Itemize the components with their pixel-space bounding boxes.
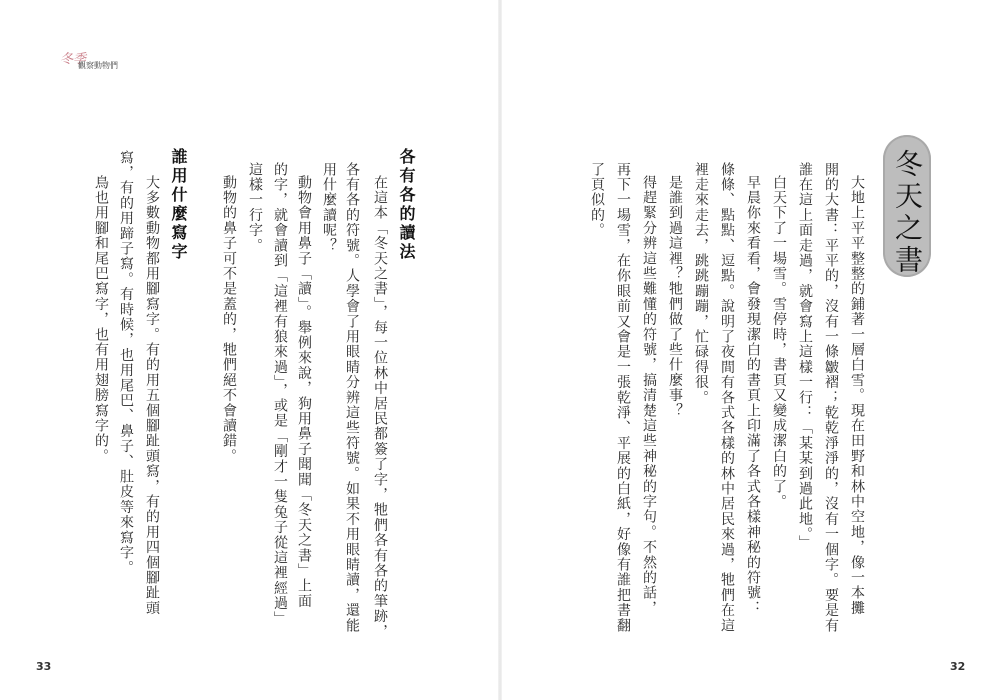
text-column: 條條、點點、逗點。說明了夜間有各式各樣的林中居民來過，牠們在這 xyxy=(719,162,735,634)
text-column: 早晨你來看看，會發現潔白的書頁上印滿了各式各樣神秘的符號： xyxy=(745,175,761,616)
text-column: 大地上平平整整的鋪著一層白雪。現在田野和林中空地，像一本攤 xyxy=(849,175,865,616)
text-column: 是誰到過這裡？牠們做了些什麼事？ xyxy=(667,175,683,419)
section-heading-writing: 誰用什麼寫字 xyxy=(169,148,188,262)
text-column: 鳥也用腳和尾巴寫字，也有用翅膀寫字的。 xyxy=(93,175,109,464)
right-page xyxy=(500,0,1000,700)
text-column: 再下一場雪，在你眼前又會是一張乾淨、平展的白紙，好像有誰把書翻 xyxy=(615,162,631,634)
header-mark-title: 冬季 xyxy=(60,52,87,67)
text-column: 裡走來走去，跳跳蹦蹦，忙碌得很。 xyxy=(693,162,709,406)
text-column: 各有各的符號。人學會了用眼睛分辨這些符號。如果不用眼睛讀，還能 xyxy=(344,162,360,634)
text-column: 在這本「冬天之書」，每一位林中居民都簽了字，牠們各有各的筆跡， xyxy=(372,175,388,640)
section-heading-reading: 各有各的讀法 xyxy=(397,148,416,262)
text-column: 動物的鼻子可不是蓋的，牠們絕不會讀錯。 xyxy=(221,175,237,464)
text-column: 的字，就會讀到「這裡有狼來過」，或是「剛才一隻兔子從這裡經過」 xyxy=(272,162,288,627)
text-column: 白天下了一場雪。雪停時，書頁又變成潔白的了。 xyxy=(771,175,787,510)
text-column: 寫，有的用蹄子寫。有時候，也用尾巴、鼻子、肚皮等來寫字。 xyxy=(118,150,134,576)
text-column: 得趕緊分辨這些難懂的符號，搞清楚這些神秘的字句。不然的話， xyxy=(641,175,657,616)
chapter-header-mark xyxy=(60,48,140,74)
text-column: 誰在這上面走過，就會寫上這樣一行：「某某到過此地。」 xyxy=(797,162,813,551)
page-number-right: 32 xyxy=(950,660,966,673)
text-column: 這樣一行字。 xyxy=(247,162,263,254)
chapter-title-badge xyxy=(883,135,931,277)
text-column: 大多數動物都用腳寫字。有的用五個腳趾頭寫，有的用四個腳趾頭 xyxy=(144,175,160,616)
text-column: 了頁似的。 xyxy=(589,162,605,238)
text-column: 開的大書：平平的，沒有一條皺褶；乾乾淨淨的，沒有一個字。要是有 xyxy=(823,162,839,634)
chapter-title: 冬天之書 xyxy=(891,149,924,277)
header-mark-subtitle: 觀察動物們 xyxy=(78,61,118,70)
text-column: 用什麼讀呢？ xyxy=(321,162,337,254)
page-number-left: 33 xyxy=(36,660,52,673)
text-column: 動物會用鼻子「讀」。舉例來說，狗用鼻子聞聞「冬天之書」上面 xyxy=(296,175,312,609)
